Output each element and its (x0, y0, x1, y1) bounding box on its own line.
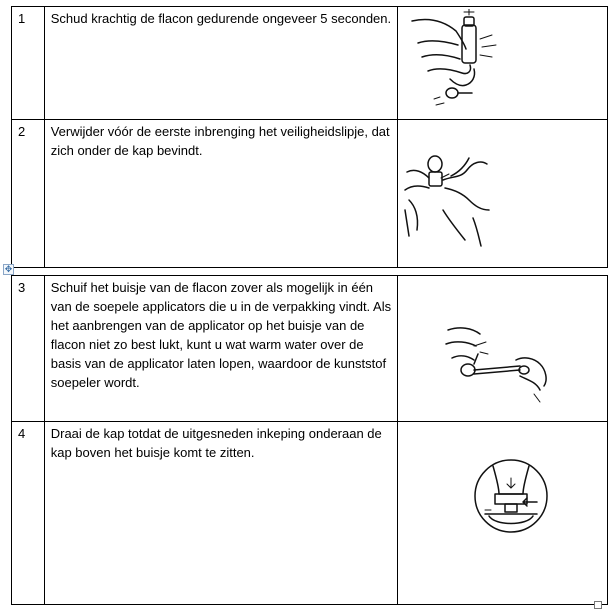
instruction-table-bottom (11, 275, 608, 605)
step-text: Verwijder vóór de eerste inbrenging het veiligheidslipje, dat zich onder de kap bevindt. (44, 120, 397, 268)
shake-bottle-illustration (410, 9, 500, 109)
step-image-cell (397, 276, 607, 422)
attach-applicator-illustration (444, 324, 554, 424)
move-table-icon[interactable]: ✥ (4, 264, 13, 274)
step-text: Draai de kap totdat de uitgesneden inkeping onderaan de kap boven het buisje komt te zitten. (44, 422, 397, 605)
rotate-cap-illustration (471, 456, 551, 536)
step-row-2 (12, 120, 608, 268)
step-text: Schuif het buisje van de flacon zover als mogelijk in één van de soepele applicators die u in de verpakking vindt. Als het aanbrengen van de applicator op het buisje van de flacon niet zo best lukt, kunt u wat warm water over de basis van de applicator laten lopen, waardoor de kunststof soepeler wordt. (44, 276, 397, 422)
remove-safety-tab-illustration (403, 150, 493, 250)
step-row-1 (12, 7, 608, 120)
step-number: 3 (12, 276, 45, 422)
step-text: Schud krachtig de flacon gedurende ongeveer 5 seconden. (44, 7, 397, 120)
step-number: 4 (12, 422, 45, 605)
resize-handle-icon[interactable] (594, 601, 602, 609)
step-image-cell (397, 422, 607, 605)
step-number: 1 (12, 7, 45, 120)
step-row-4 (12, 422, 608, 605)
step-image-cell (398, 120, 608, 268)
step-row-3 (12, 276, 608, 422)
instruction-table-top (11, 6, 608, 268)
step-image-cell (398, 7, 608, 120)
step-number: 2 (12, 120, 45, 268)
